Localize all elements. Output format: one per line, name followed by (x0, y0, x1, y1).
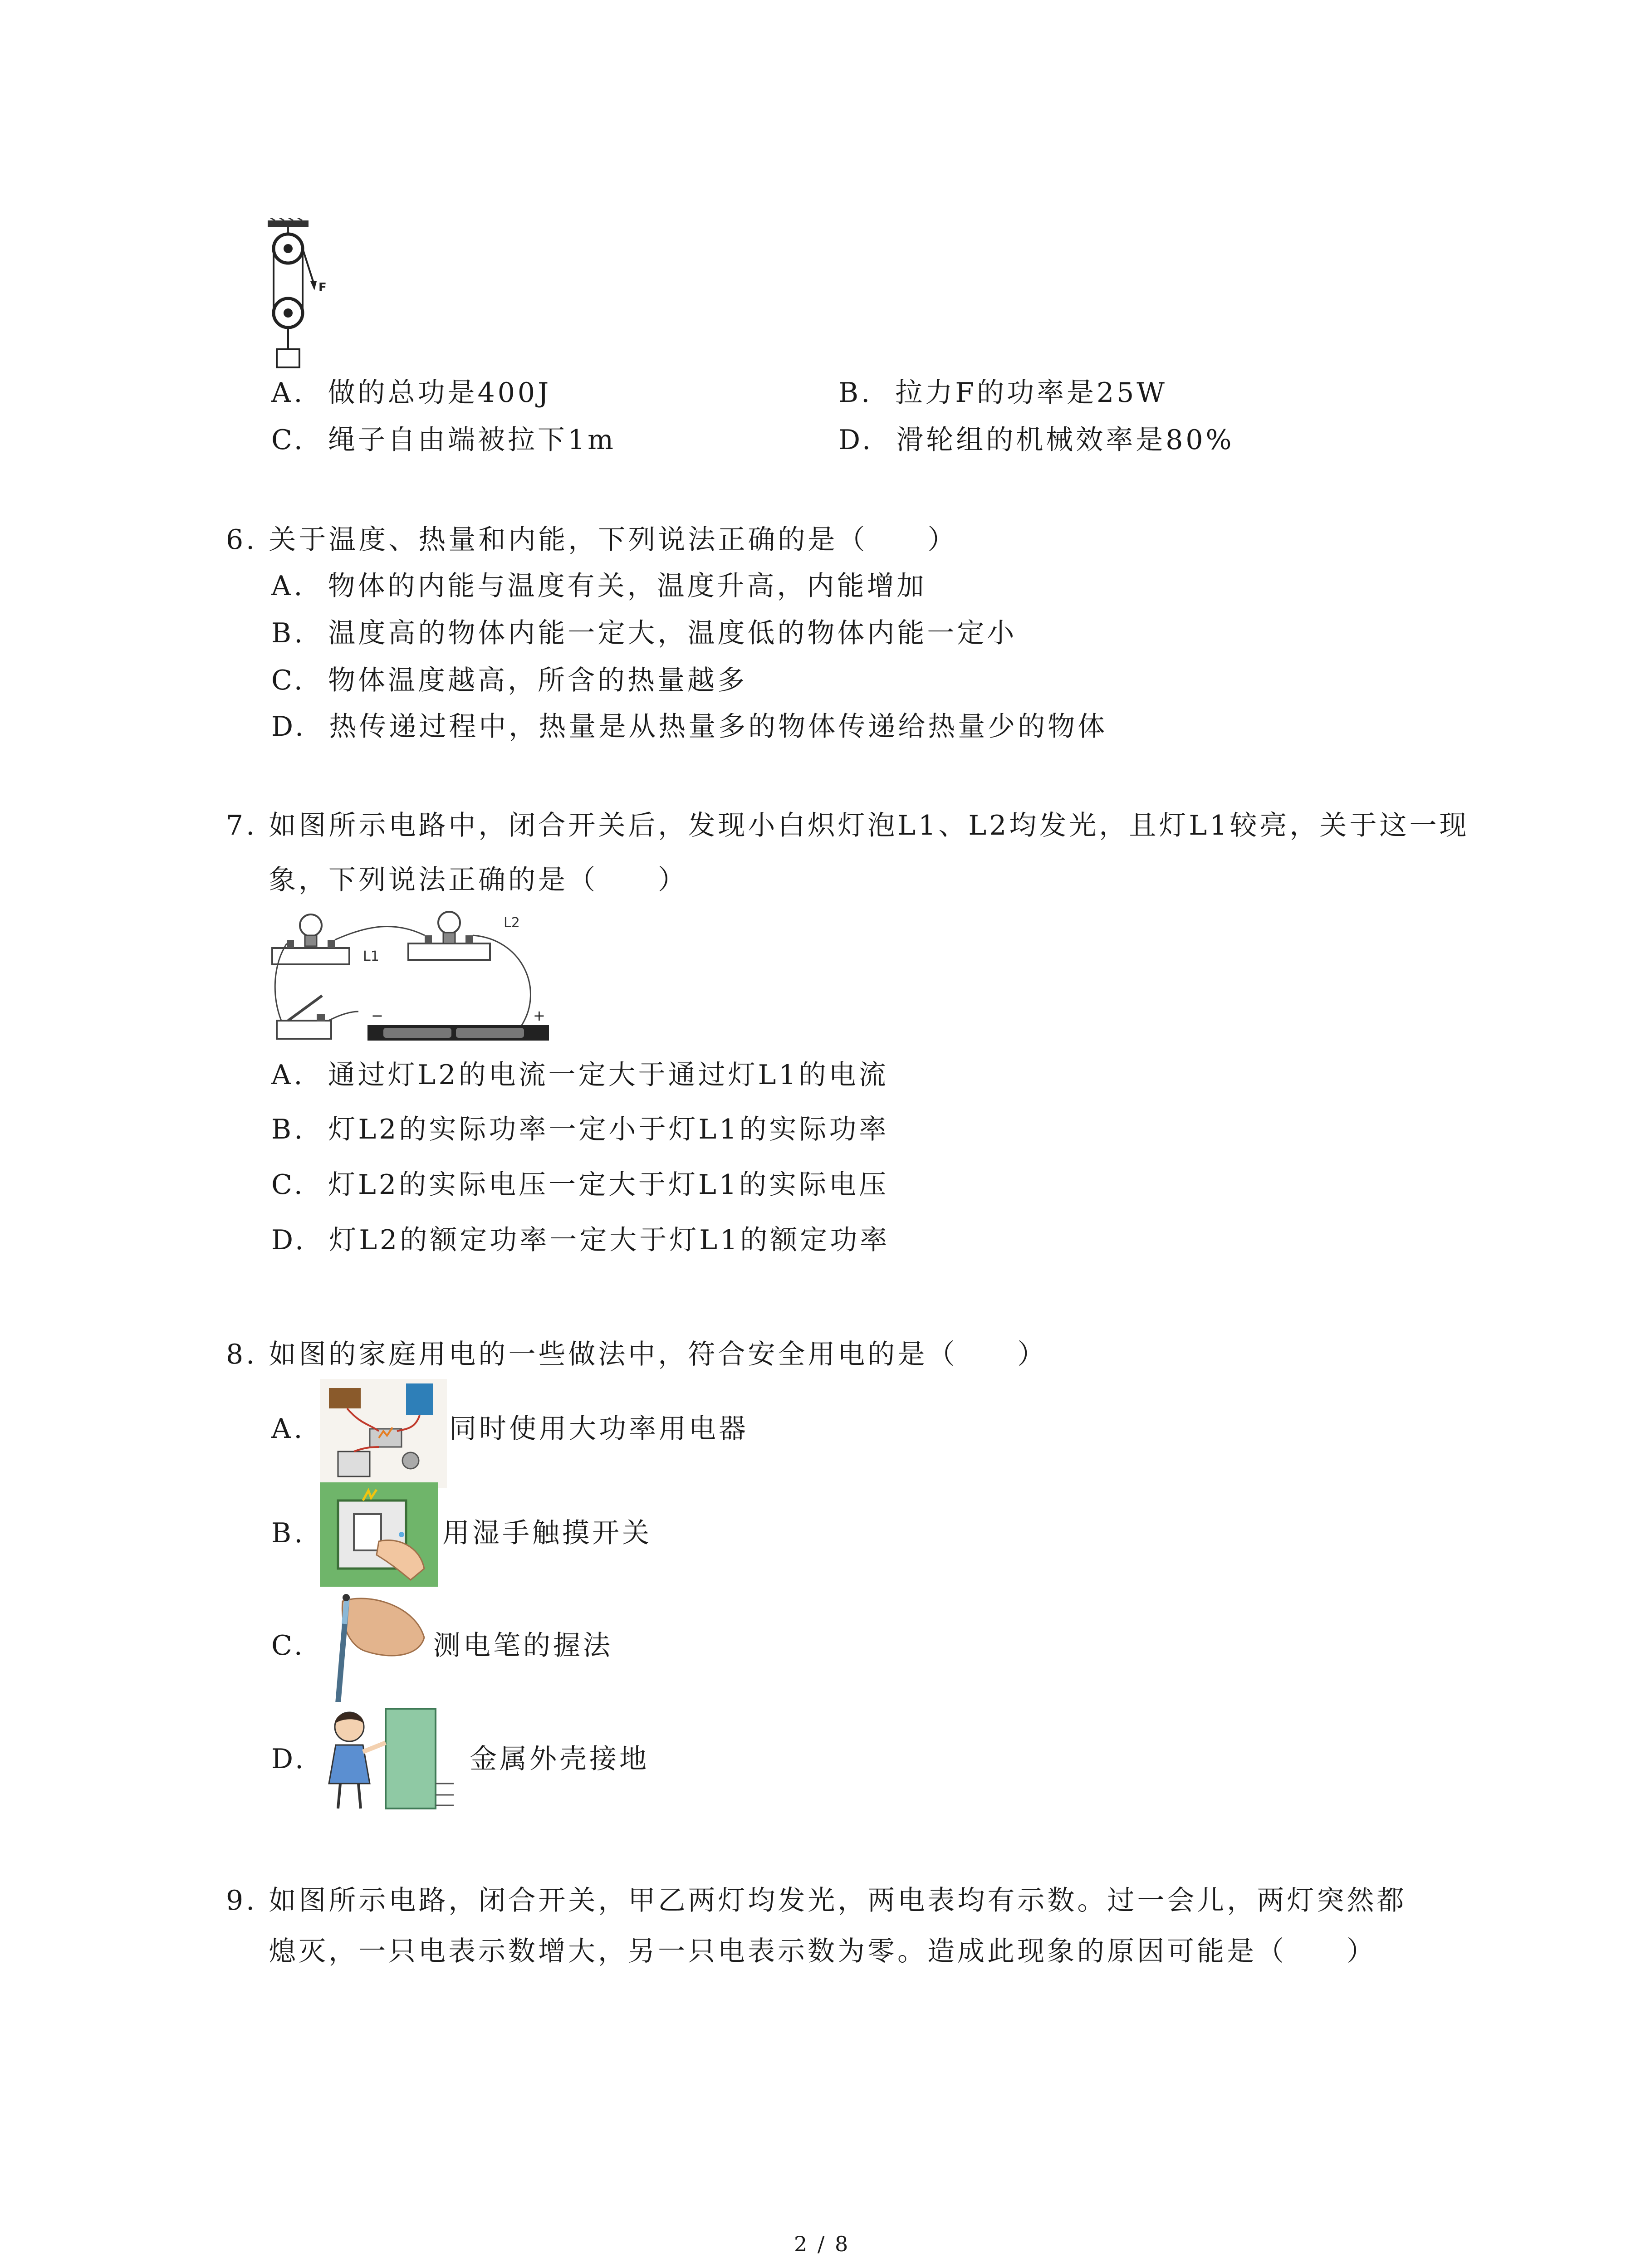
lamp-board-l1 (272, 948, 349, 964)
page-number: 2 / 8 (794, 2232, 850, 2256)
force-arrow (310, 281, 317, 290)
force-label: F (318, 281, 327, 294)
girl-appliance-ground-icon (318, 1702, 467, 1815)
overloaded-socket-icon (320, 1379, 447, 1488)
q6-stem: 6. 关于温度、热量和内能，下列说法正确的是（ ） (226, 524, 958, 556)
q8-option-c-letter: C. (271, 1630, 305, 1662)
l1-label: L1 (363, 948, 379, 964)
q7-option-d: D. 灯L2的额定功率一定大于灯L1的额定功率 (271, 1224, 890, 1256)
battery-plus: + (533, 1007, 545, 1024)
q8-option-b-letter: B. (271, 1517, 306, 1549)
q7-option-c: C. 灯L2的实际电压一定大于灯L1的实际电压 (271, 1169, 889, 1201)
battery-minus: − (371, 1007, 383, 1024)
q8-option-d-letter: D. (271, 1743, 307, 1775)
q6-option-d: D. 热传递过程中，热量是从热量多的物体传递给热量少的物体 (271, 711, 1108, 743)
q8-option-b-text: 用湿手触摸开关 (442, 1517, 652, 1549)
q9-stem-line2: 熄灭，一只电表示数增大，另一只电表示数为零。造成此现象的原因可能是（ ） (269, 1936, 1376, 1967)
q8-option-a-text: 同时使用大功率用电器 (449, 1413, 749, 1445)
lamp-board-l2 (408, 943, 490, 960)
wet-hand-switch-icon (320, 1482, 438, 1587)
q5-option-c: C. 绳子自由端被拉下1m (271, 424, 617, 456)
q8-stem: 8. 如图的家庭用电的一些做法中，符合安全用电的是（ ） (226, 1339, 1048, 1370)
pulley-figure (263, 218, 345, 372)
q7-option-a: A. 通过灯L2的电流一定大于通过灯L1的电流 (271, 1059, 889, 1091)
q7-stem-line2: 象，下列说法正确的是（ ） (269, 864, 688, 896)
q5-option-d: D. 滑轮组的机械效率是80% (838, 424, 1234, 456)
q7-stem-line1: 7. 如图所示电路中，闭合开关后，发现小白炽灯泡L1、L2均发光，且灯L1较亮，关于这一现 (226, 810, 1470, 841)
q6-option-b: B. 温度高的物体内能一定大，温度低的物体内能一定小 (271, 617, 1017, 649)
q8-option-d-text: 金属外壳接地 (470, 1743, 649, 1775)
test-pen-hand-icon (315, 1588, 433, 1706)
q5-option-b: B. 拉力F的功率是25W (838, 377, 1167, 409)
q7-option-b: B. 灯L2的实际功率一定小于灯L1的实际功率 (271, 1114, 889, 1145)
pulley-ceiling (268, 220, 309, 227)
q6-option-a: A. 物体的内能与温度有关，温度升高，内能增加 (271, 570, 927, 602)
bulb-l1-icon (300, 914, 322, 936)
q6-option-c: C. 物体温度越高，所含的热量越多 (271, 665, 747, 696)
q8-option-c-text: 测电笔的握法 (433, 1630, 613, 1662)
series-circuit-figure (268, 907, 567, 1052)
l2-label: L2 (504, 915, 520, 931)
load-block (277, 349, 299, 367)
q9-stem-line1: 9. 如图所示电路，闭合开关，甲乙两灯均发光，两电表均有示数。过一会儿，两灯突然都 (226, 1885, 1407, 1916)
switch-base (277, 1021, 331, 1039)
q8-option-a-letter: A. (271, 1413, 305, 1445)
bulb-l2-icon (438, 912, 460, 934)
q5-option-a: A. 做的总功是400J (271, 377, 552, 409)
